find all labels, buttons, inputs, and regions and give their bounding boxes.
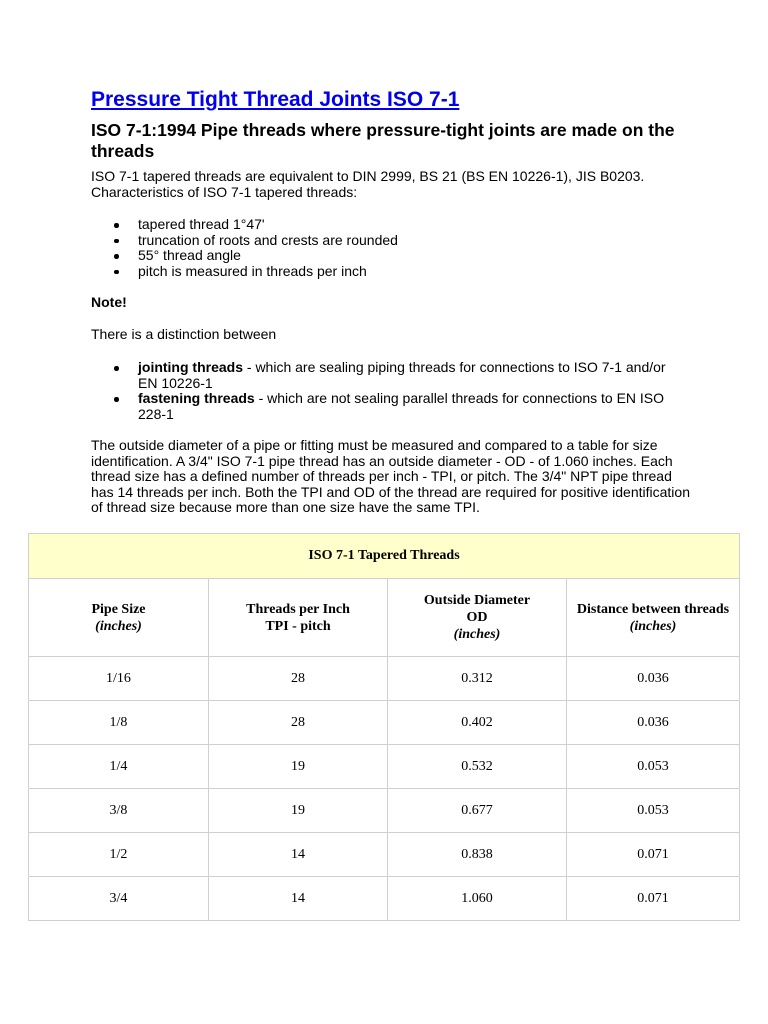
header-label: Distance between threads (576, 601, 730, 617)
cell-pipe-size: 1/4 (29, 745, 209, 789)
cell-tpi: 14 (209, 877, 388, 921)
list-item: 55° thread angle (91, 248, 691, 264)
thread-table (28, 533, 740, 921)
cell-pipe-size: 1/2 (29, 833, 209, 877)
cell-tpi: 28 (209, 657, 388, 701)
cell-od: 0.677 (388, 789, 567, 833)
list-item (91, 360, 691, 391)
od-paragraph: The outside diameter of a pipe or fitting must be measured and compared to a table for size identification. A 3/4" ISO 7-1 pipe thread has an outside diameter - OD - of 1.060 inches. Each thread size has a defined number of threads per inch - TPI, or pitch. The 3/4" NPT pipe thread has 14 threads per inch. Both the TPI and OD of the thread are required for positive identification of thread size because more than one size have the same TPI. (91, 437, 690, 515)
cell-od: 0.312 (388, 657, 567, 701)
term-fastening-threads: fastening threads (138, 390, 255, 406)
cell-distance: 0.036 (567, 657, 740, 701)
cell-tpi: 14 (209, 833, 388, 877)
table-caption: ISO 7-1 Tapered Threads (29, 534, 740, 579)
cell-od: 0.838 (388, 833, 567, 877)
cell-distance: 0.071 (567, 833, 740, 877)
header-label: Outside Diameter (423, 593, 531, 608)
note-label: Note! (91, 294, 127, 310)
term-description: - which are not sealing parallel threads for connections to EN ISO 228-1 (138, 390, 665, 422)
cell-tpi: 28 (209, 701, 388, 745)
table-row (29, 701, 740, 745)
cell-distance: 0.053 (567, 789, 740, 833)
list-item: truncation of roots and crests are rounded (91, 233, 691, 249)
distinctions-list (91, 360, 691, 422)
header-pipe-size (29, 579, 209, 657)
table-row (29, 833, 740, 877)
header-label: Threads per Inch (246, 601, 350, 617)
cell-od: 1.060 (388, 877, 567, 921)
cell-tpi: 19 (209, 789, 388, 833)
table-row (29, 745, 740, 789)
header-unit: (inches) (629, 618, 677, 634)
table-header-row (29, 579, 740, 657)
cell-pipe-size: 1/16 (29, 657, 209, 701)
list-item (91, 391, 691, 422)
list-item: tapered thread 1°47' (91, 217, 691, 233)
cell-tpi: 19 (209, 745, 388, 789)
distinction-intro: There is a distinction between (91, 326, 277, 342)
table-row (29, 789, 740, 833)
term-jointing-threads: jointing threads (138, 359, 243, 375)
cell-distance: 0.071 (567, 877, 740, 921)
cell-pipe-size: 3/8 (29, 789, 209, 833)
header-label-2: TPI - pitch (265, 618, 331, 634)
cell-distance: 0.036 (567, 701, 740, 745)
header-distance (567, 579, 740, 657)
list-item: pitch is measured in threads per inch (91, 264, 691, 280)
page-subtitle: ISO 7-1:1994 Pipe threads where pressure-tight joints are made on the threads (91, 120, 675, 161)
header-label: Pipe Size (91, 601, 146, 617)
header-tpi (209, 579, 388, 657)
table-row (29, 877, 740, 921)
cell-pipe-size: 3/4 (29, 877, 209, 921)
header-unit: (inches) (453, 627, 501, 642)
cell-od: 0.402 (388, 701, 567, 745)
cell-od: 0.532 (388, 745, 567, 789)
header-outside-diameter (388, 579, 567, 657)
intro-text: ISO 7-1 tapered threads are equivalent to DIN 2999, BS 21 (BS EN 10226-1), JIS B0203. Characteristics of ISO 7-1 tapered threads: (91, 168, 645, 200)
term-description: - which are sealing piping threads for connections to ISO 7-1 and/or EN 10226-1 (138, 359, 666, 391)
characteristics-list (91, 217, 691, 279)
cell-pipe-size: 1/8 (29, 701, 209, 745)
table-row (29, 657, 740, 701)
page-title-link[interactable]: Pressure Tight Thread Joints ISO 7-1 (91, 88, 460, 111)
cell-distance: 0.053 (567, 745, 740, 789)
header-unit: (inches) (95, 618, 142, 634)
header-label-2: OD (466, 610, 488, 625)
